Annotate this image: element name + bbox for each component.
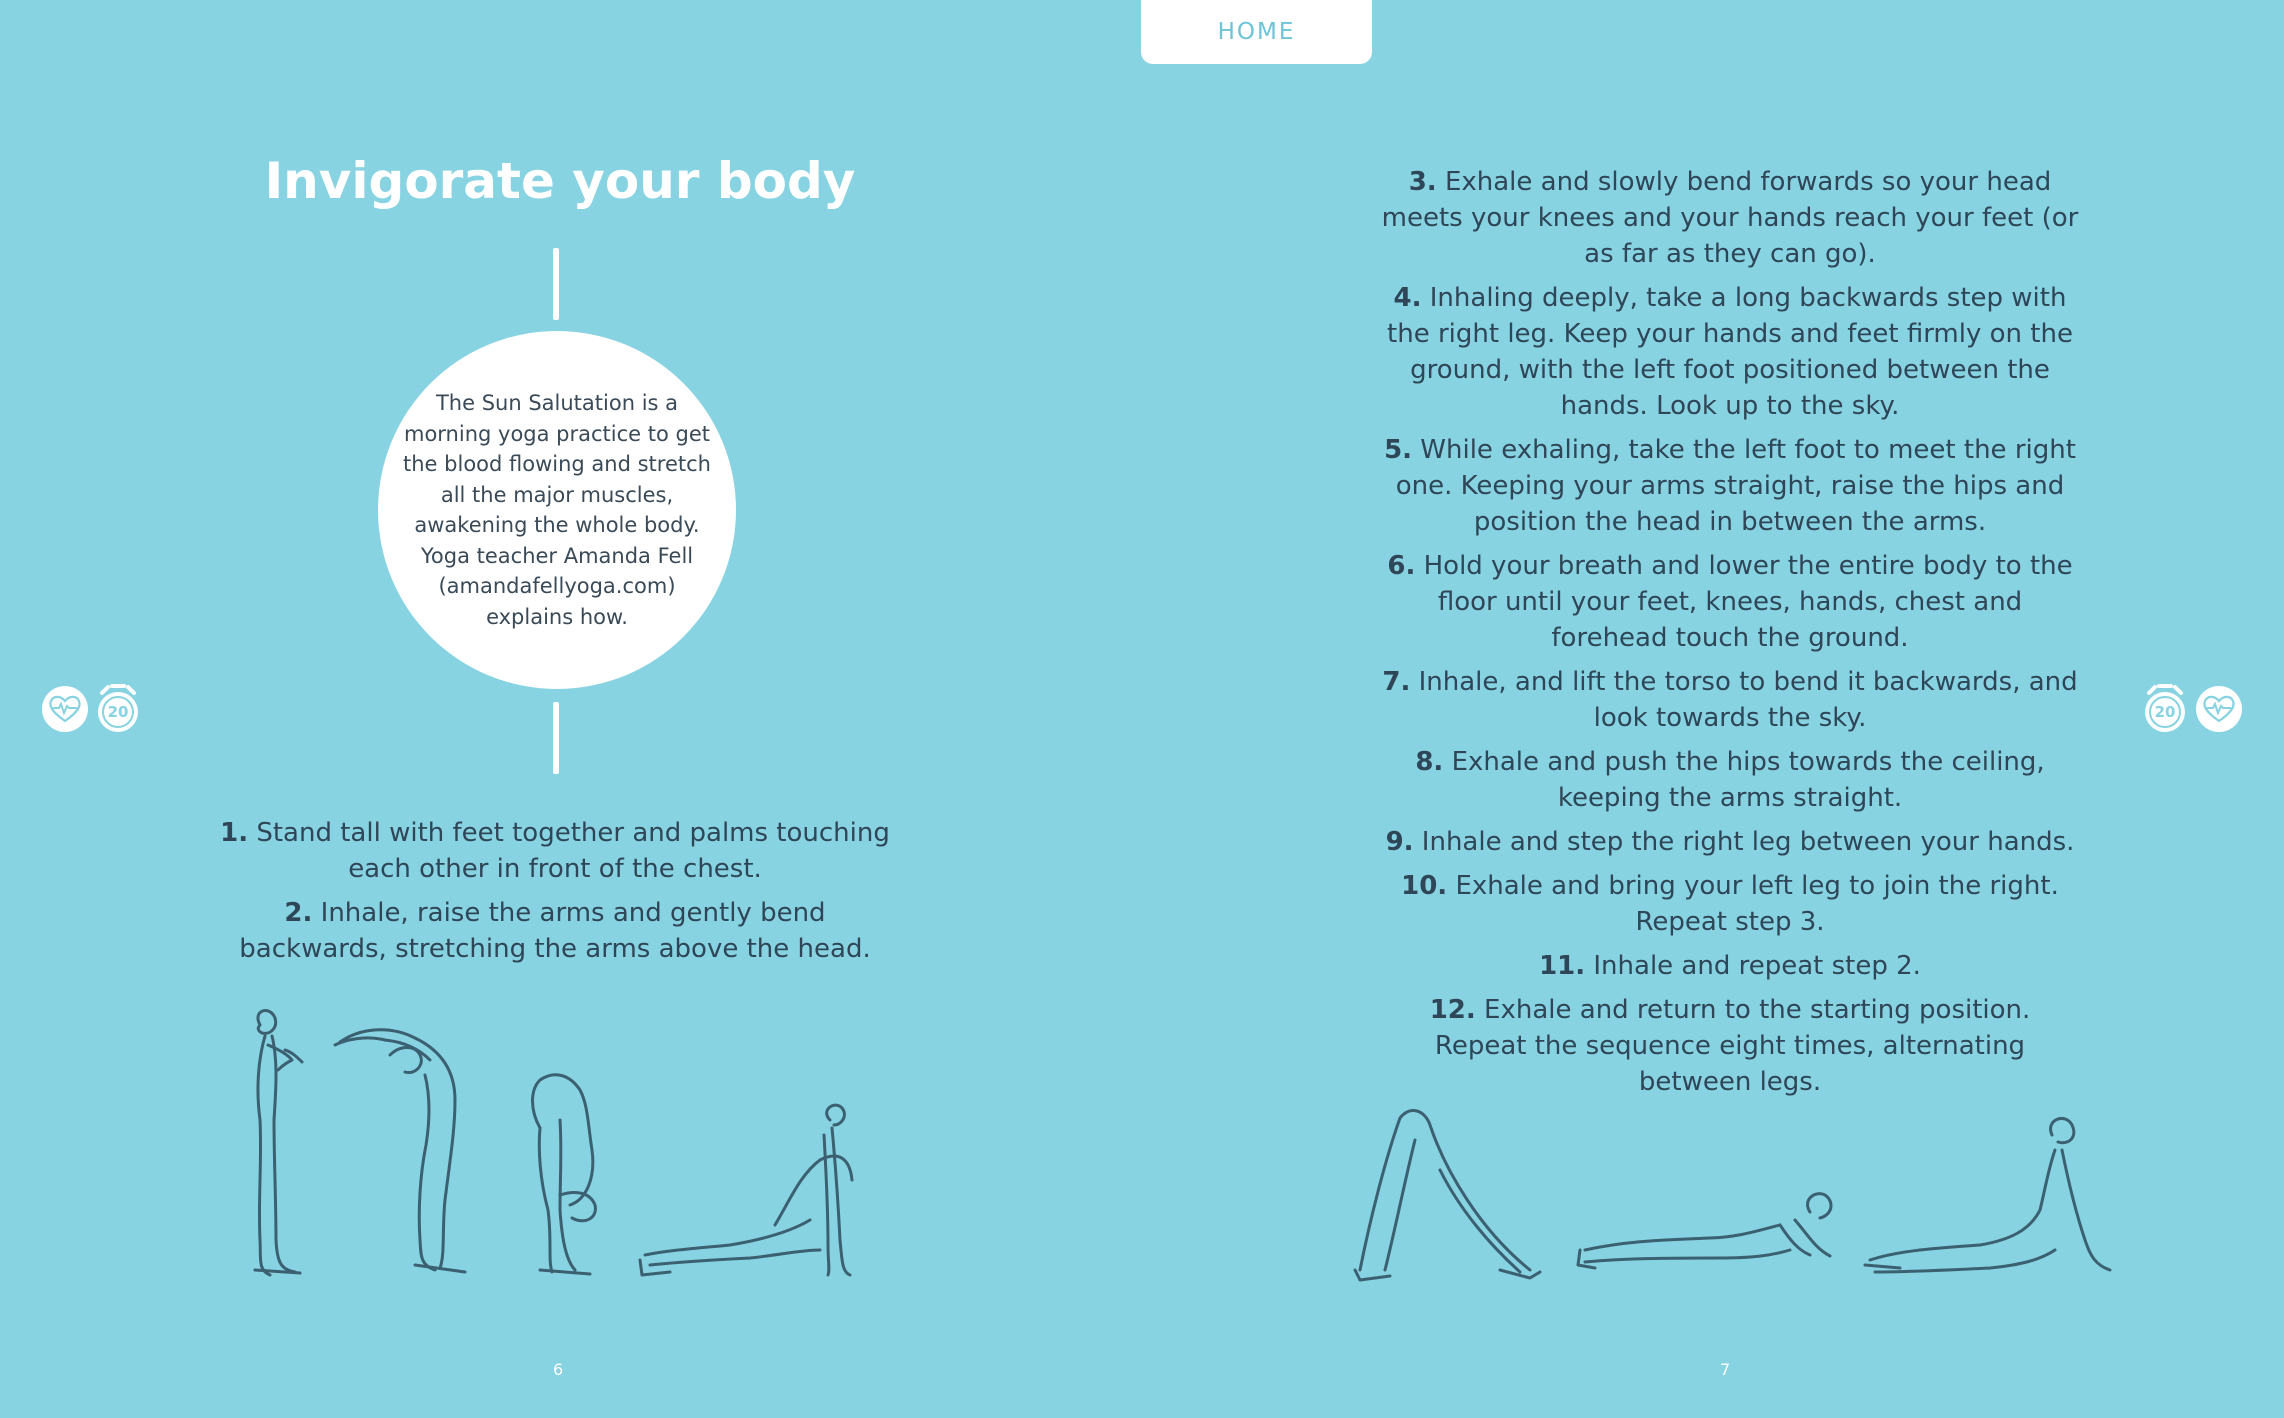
yoga-figures-right: [1340, 1100, 2120, 1300]
step-number: 1.: [220, 818, 249, 848]
step-number: 4.: [1393, 283, 1422, 313]
step-item: [1380, 548, 2080, 656]
step-text: While exhaling, take the left foot to meet the right one. Keeping your arms straight, raise the hips and position the head in between the arms.: [1395, 435, 2076, 537]
page-title: Invigorate your body: [264, 152, 856, 210]
figure-lowered-plank: [1578, 1194, 1831, 1268]
step-text: Exhale and bring your left leg to join the right. Repeat step 3.: [1455, 871, 2059, 937]
step-text: Exhale and return to the starting position. Repeat the sequence eight times, alternating between legs.: [1434, 995, 2031, 1097]
step-number: 10.: [1401, 871, 1448, 901]
step-text: Hold your breath and lower the entire body to the floor until your feet, knees, hands, chest and forehead touch the ground.: [1423, 551, 2073, 653]
step-number: 3.: [1408, 167, 1437, 197]
step-item: [210, 895, 900, 967]
step-item: [210, 815, 900, 887]
figure-back-bend: [335, 1030, 465, 1272]
step-item: [1380, 664, 2080, 736]
timer-minutes: 20: [2154, 703, 2176, 721]
step-text: Exhale and slowly bend forwards so your head meets your knees and your hands reach your feet (or as far as they can go).: [1381, 167, 2079, 269]
steps-left: [210, 815, 900, 975]
home-tab[interactable]: HOME: [1141, 0, 1372, 64]
step-text: Inhaling deeply, take a long backwards step with the right leg. Keep your hands and feet firmly on the ground, with the left foot positioned between the hands. Look up to the sky.: [1387, 283, 2073, 421]
step-item: [1380, 824, 2080, 860]
step-number: 6.: [1387, 551, 1416, 581]
divider-line-top: [553, 248, 559, 320]
step-text: Inhale and step the right leg between your hands.: [1421, 827, 2075, 857]
page-number-left: 6: [553, 1360, 564, 1379]
step-item: [1380, 164, 2080, 272]
step-item: [1380, 744, 2080, 816]
step-number: 11.: [1539, 951, 1586, 981]
figure-downward-dog: [1355, 1111, 1540, 1280]
steps-right: [1380, 164, 2080, 1108]
step-item: [1380, 432, 2080, 540]
figure-lunge: [640, 1105, 852, 1275]
step-number: 2.: [284, 898, 313, 928]
step-item: [1380, 868, 2080, 940]
step-text: Inhale, raise the arms and gently bend backwards, stretching the arms above the head.: [239, 898, 871, 964]
figure-cobra: [1865, 1118, 2110, 1272]
step-text: Inhale and repeat step 2.: [1593, 951, 1921, 981]
step-number: 7.: [1382, 667, 1411, 697]
figure-forward-fold: [533, 1075, 596, 1274]
step-item: [1380, 948, 2080, 984]
step-text: Exhale and push the hips towards the ceiling, keeping the arms straight.: [1451, 747, 2045, 813]
step-item: [1380, 992, 2080, 1100]
heart-icon: [2196, 686, 2242, 732]
step-number: 12.: [1429, 995, 1476, 1025]
heart-icon: [42, 686, 88, 732]
step-number: 9.: [1385, 827, 1414, 857]
step-item: [1380, 280, 2080, 424]
timer-minutes: 20: [107, 703, 129, 721]
step-number: 5.: [1384, 435, 1413, 465]
timer-icon: [95, 686, 141, 732]
page-number-right: 7: [1720, 1360, 1731, 1379]
step-number: 8.: [1415, 747, 1444, 777]
divider-line-bottom: [553, 702, 559, 774]
intro-text: The Sun Salutation is a morning yoga practice to get the blood flowing and stretch all the major muscles, awakening the whole body. Yoga teacher Amanda Fell (amandafellyoga.com) explains how.: [403, 391, 711, 629]
timer-icon: [2142, 686, 2188, 732]
step-text: Stand tall with feet together and palms touching each other in front of the chest.: [256, 818, 890, 884]
step-text: Inhale, and lift the torso to bend it backwards, and look towards the sky.: [1418, 667, 2078, 733]
yoga-figures-left: [230, 1000, 880, 1290]
figure-standing-prayer: [255, 1011, 302, 1275]
intro-circle: [378, 331, 736, 689]
